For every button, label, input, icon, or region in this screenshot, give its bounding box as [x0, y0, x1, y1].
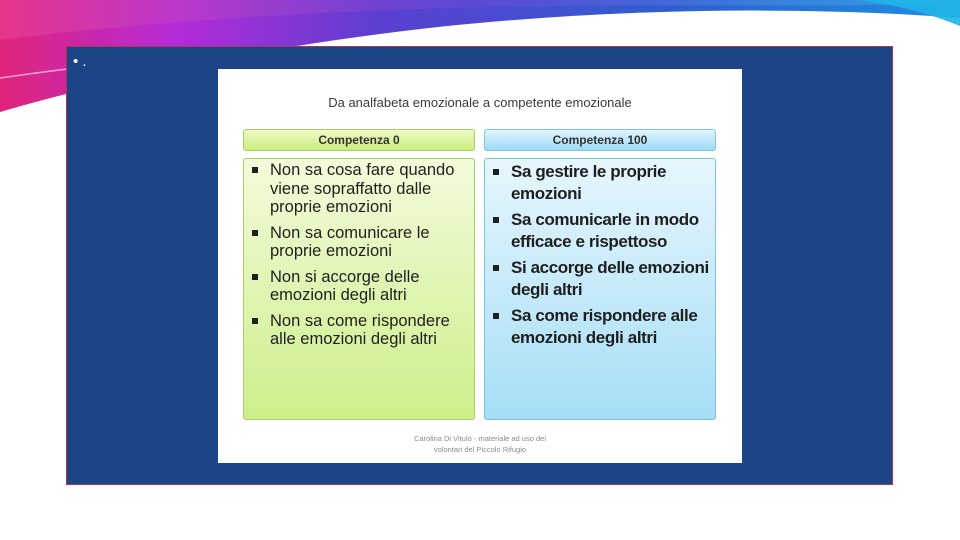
- bullet-square-icon: [493, 217, 499, 223]
- bullet-square-icon: [252, 230, 258, 236]
- list-item: Non si accorge delle emozioni degli altri: [250, 268, 468, 305]
- bullet-square-icon: [252, 274, 258, 280]
- footer-line-1: Carolina Di Vitulo - materiale ad uso dei: [413, 434, 546, 443]
- footer-line-2: volontari del Piccolo Rifugio: [433, 445, 527, 454]
- diagram-title: Da analfabeta emozionale a competente emozionale: [328, 95, 632, 110]
- bullet-square-icon: [493, 169, 499, 175]
- column-competenza-0: [243, 158, 475, 420]
- list-item: Si accorge delle emozioni degli altri: [491, 257, 709, 301]
- list-item: Sa gestire le proprie emozioni: [491, 161, 709, 205]
- list-item: Sa comunicarle in modo efficace e rispettoso: [491, 209, 709, 253]
- bullet-square-icon: [252, 167, 258, 173]
- list-item: Sa come rispondere alle emozioni degli altri: [491, 305, 709, 349]
- column-competenza-100: [484, 158, 716, 420]
- diagram-footer: [218, 433, 742, 455]
- column-header-competenza-0: Competenza 0: [243, 129, 475, 151]
- list-item: Non sa comunicare le proprie emozioni: [250, 224, 468, 261]
- list-item: Non sa cosa fare quando viene sopraffatto dalle proprie emozioni: [250, 161, 468, 217]
- bullet-square-icon: [493, 313, 499, 319]
- diagram-image: [218, 69, 742, 463]
- list-item: Non sa come rispondere alle emozioni degli altri: [250, 312, 468, 349]
- bullet-square-icon: [252, 318, 258, 324]
- bullet-square-icon: [493, 265, 499, 271]
- column-header-competenza-100: Competenza 100: [484, 129, 716, 151]
- bullet-placeholder: • .: [73, 53, 87, 70]
